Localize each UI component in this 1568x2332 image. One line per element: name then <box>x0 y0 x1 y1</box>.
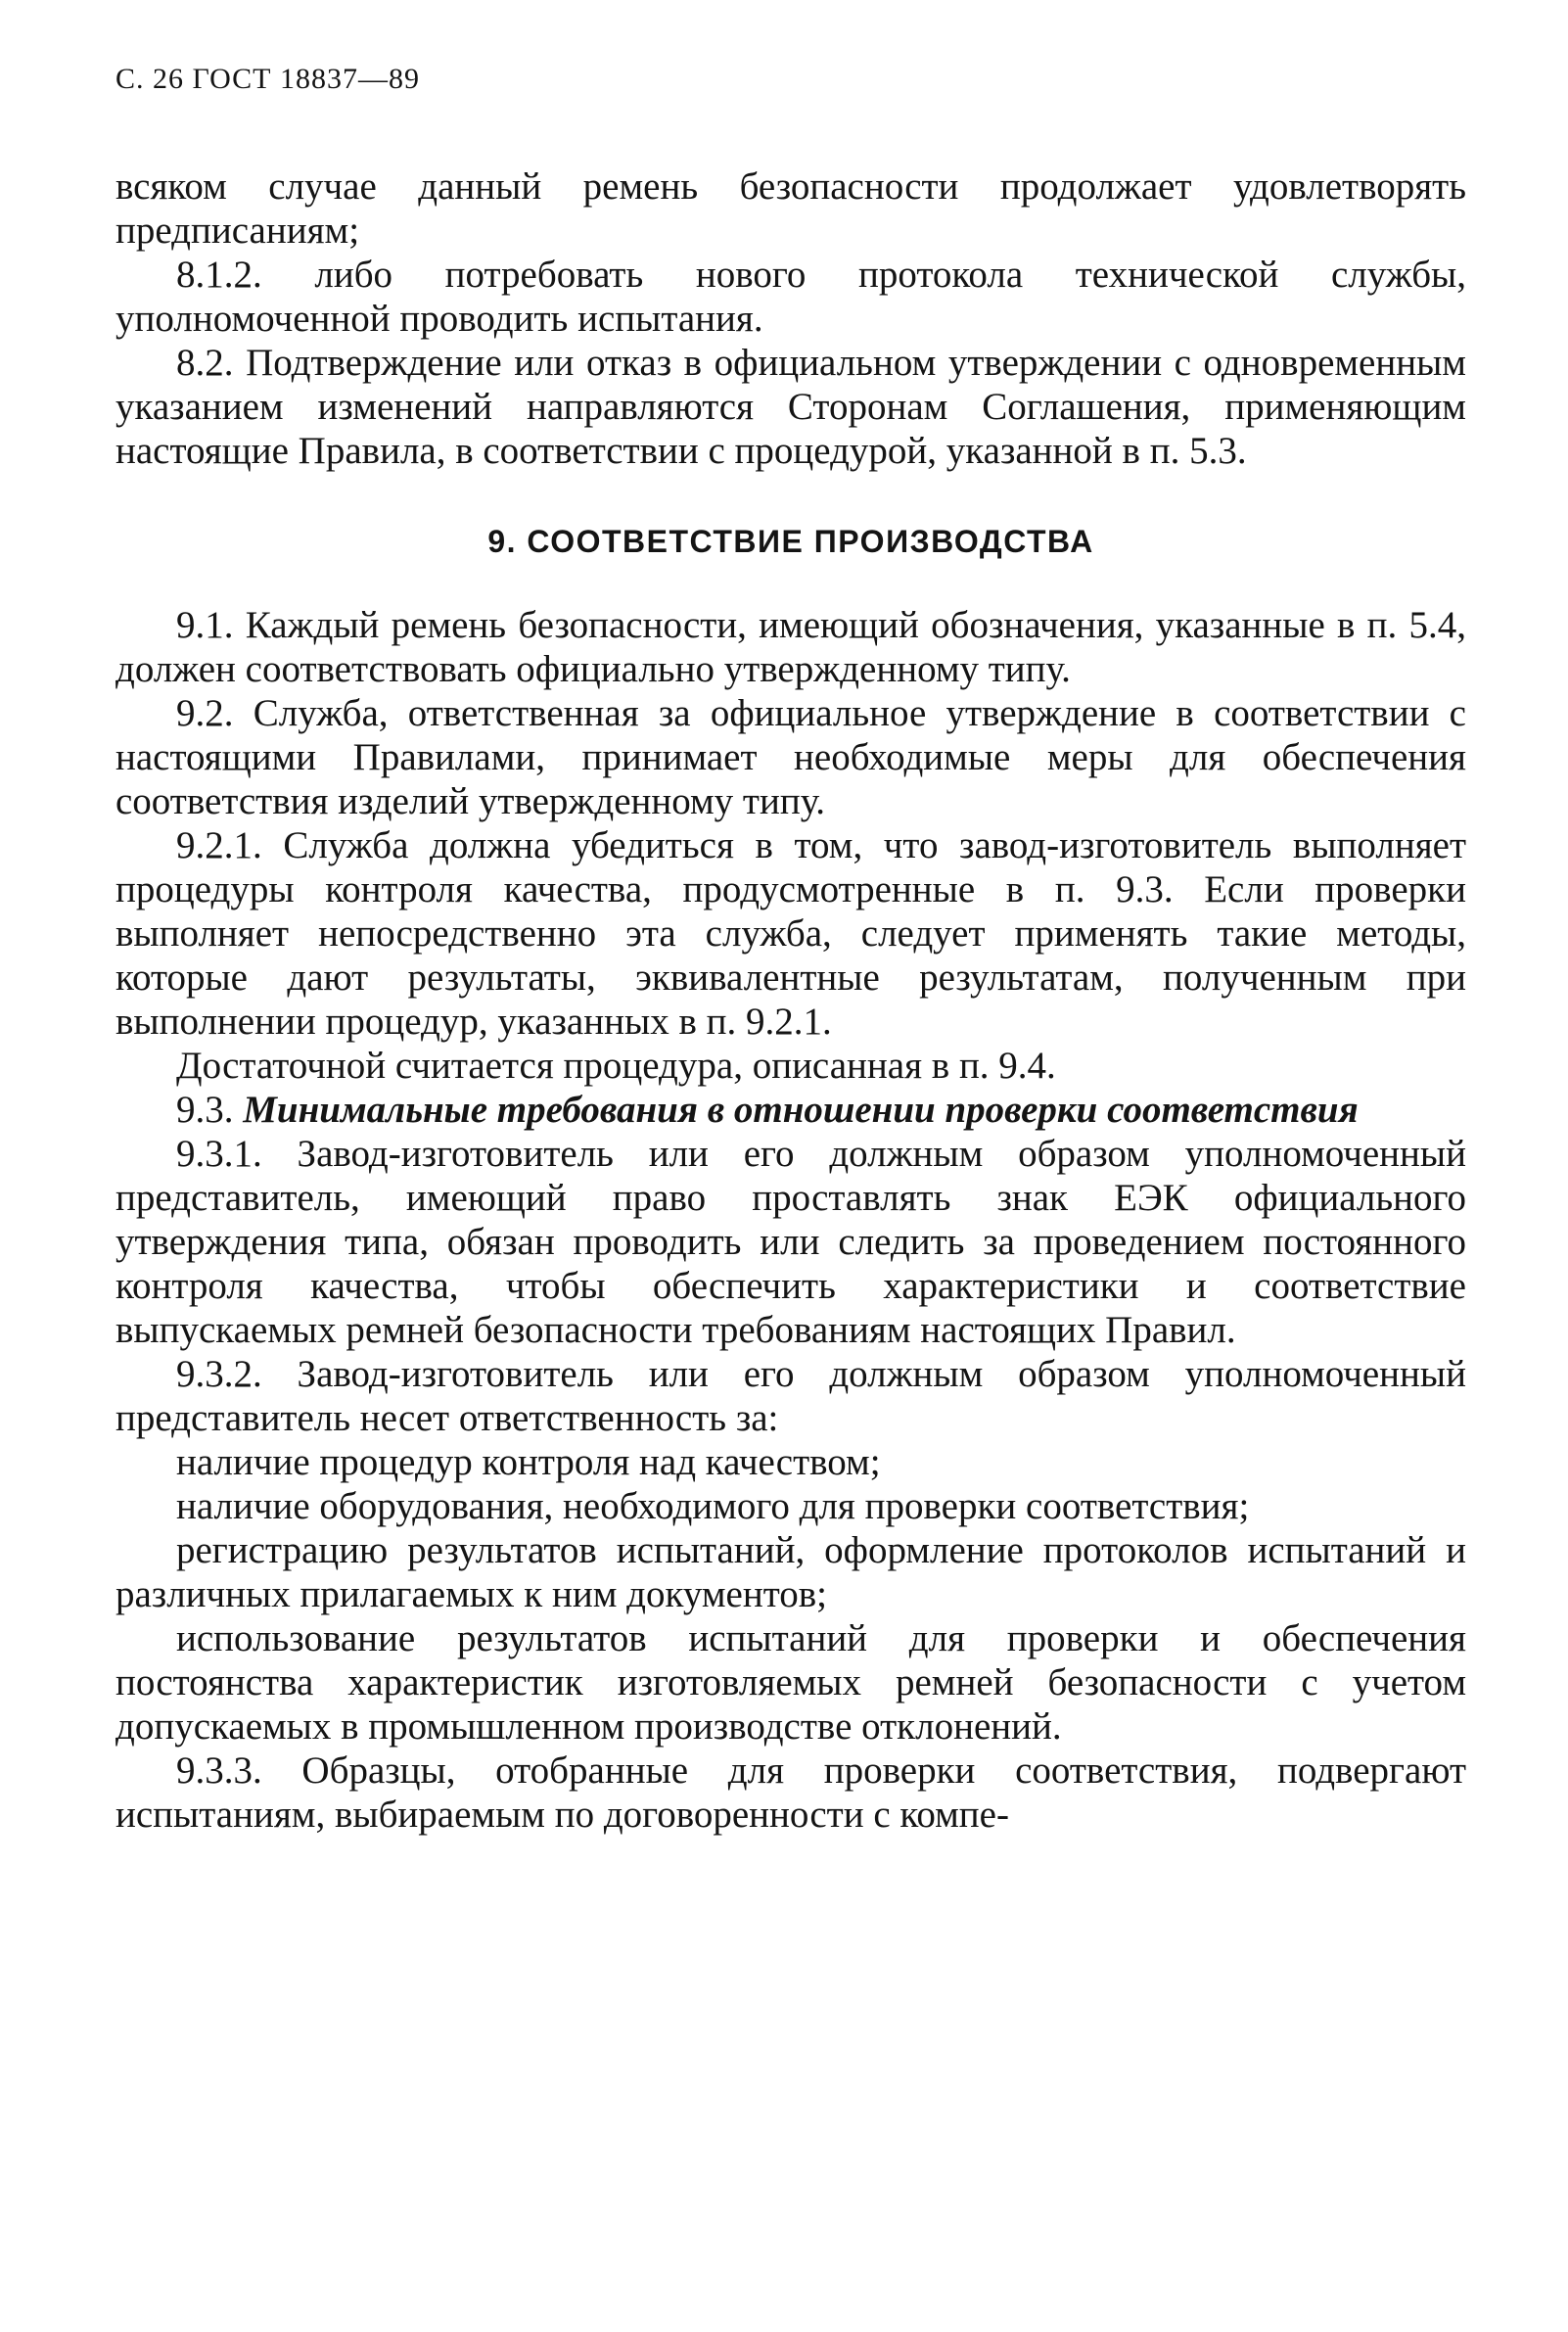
list-item: наличие оборудования, необходимого для проверки соответствия; <box>176 1485 1250 1527</box>
paragraph: всяком случае данный ремень безопасности продолжает удовлетворять предписаниям; <box>115 165 1466 252</box>
paragraph: 9.3.3. Образцы, отобранные для проверки соответствия, подвергают испытаниям, выбираемым по договоренности с компе- <box>115 1749 1466 1836</box>
paragraph: 9.2. Служба, ответственная за официальное утверждение в соответствии с настоящими Правилами, принимает необходимые меры для обеспечения соответствия изделий утвержденному типу. <box>115 692 1466 822</box>
list-item: наличие процедур контроля над качеством; <box>176 1441 881 1483</box>
subsection-title: Минимальные требования в отношении проверки соответствия <box>243 1089 1359 1131</box>
paragraph: 8.1.2. либо потребовать нового протокола технической службы, уполномоченной проводить испытания. <box>115 254 1466 340</box>
paragraph: 8.2. Подтверждение или отказ в официальном утверждении с одновременным указанием изменений направляются Сторонам Соглашения, применяющим настоящие Правила, в соответствии с процедурой, указанной в п. 5.3. <box>115 342 1466 472</box>
list-item: регистрацию результатов испытаний, оформление протоколов испытаний и различных прилагаемых к ним документов; <box>115 1529 1466 1615</box>
page-header: С. 26 ГОСТ 18837—89 <box>115 63 420 95</box>
paragraph: 9.3.2. Завод-изготовитель или его должным образом уполномоченный представитель несет ответственность за: <box>115 1353 1466 1439</box>
paragraph: 9.1. Каждый ремень безопасности, имеющий обозначения, указанные в п. 5.4, должен соответствовать официально утвержденному типу. <box>115 604 1466 690</box>
paragraph: Достаточной считается процедура, описанная в п. 9.4. <box>176 1045 1056 1087</box>
list-item: использование результатов испытаний для проверки и обеспечения постоянства характеристик изготовляемых ремней безопасности с учетом допускаемых в промышленном производстве отклонений. <box>115 1617 1466 1748</box>
subsection-heading <box>115 1088 1466 1132</box>
subsection-number: 9.3. <box>176 1089 234 1131</box>
section-title: 9. СООТВЕТСТВИЕ ПРОИЗВОДСТВА <box>487 524 1094 559</box>
document-page <box>115 63 1466 1837</box>
paragraph: 9.3.1. Завод-изготовитель или его должным образом уполномоченный представитель, имеющий право проставлять знак ЕЭК официального утверждения типа, обязан проводить или следить за проведением постоянного контроля качества, чтобы обеспечить характеристики и соответствие выпускаемых ремней безопасности требованиям настоящих Правил. <box>115 1133 1466 1351</box>
paragraph: 9.2.1. Служба должна убедиться в том, что завод-изготовитель выполняет процедуры контроля качества, продусмотренные в п. 9.3. Если проверки выполняет непосредственно эта служба, следует применять такие методы, которые дают результаты, эквивалентные результатам, полученным при выполнении процедур, указанных в п. 9.2.1. <box>115 824 1466 1043</box>
